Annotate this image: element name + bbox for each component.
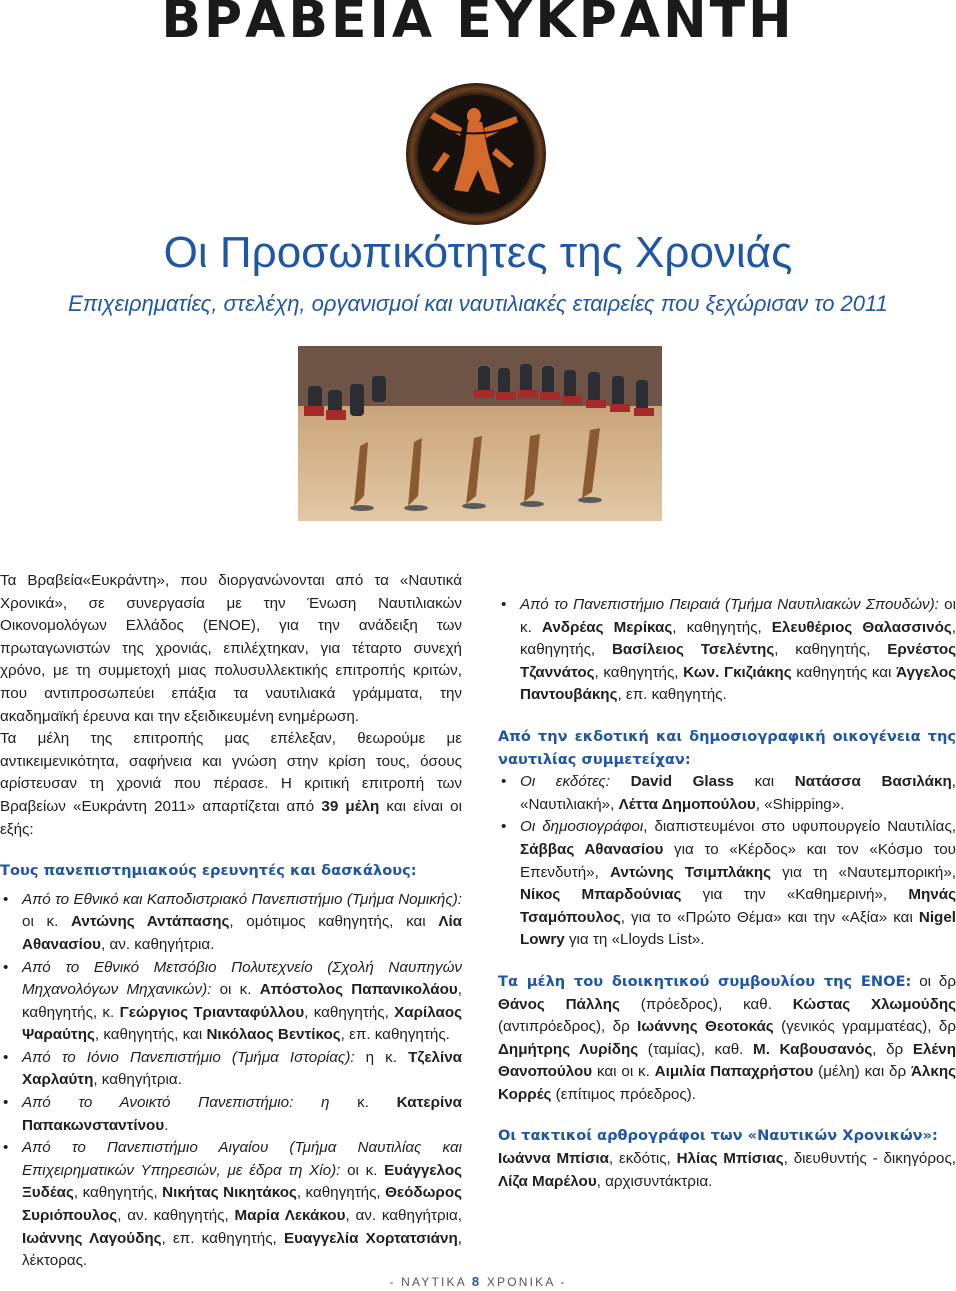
board-heading: Τα μέλη του διοικητικού συμβουλίου της ΕΝΟΕ: (498, 972, 912, 990)
list-item: • Από το Ανοικτό Πανεπιστήμιο: η κ. Κατερίνα Παπακωνσταντίνου. (22, 1092, 462, 1137)
intro-paragraph-2: Τα μέλη της επιτροπής μας επέλεξαν, θεωρούμε με αντικειμενικότητα, σαφήνεια και γνώση στην κρίση τους, όσους αρίστευσαν τη χρονιά που πέρασε. Η κριτική επιτροπή των Βραβείων «Ευκράντη 2011» απαρτίζεται από 39 μέλη και είναι οι εξής: (0, 730, 462, 838)
list-item: • Από το Εθνικό Μετσόβιο Πολυτεχνείο (Σχολή Ναυπηγών Μηχανολόγων Μηχανικών): οι κ. Απόστολος Παπανικολάου, καθηγητής, κ. Γεώργιος Τριανταφύλλου, καθηγητής, Χαρίλαος Ψαραύτης, καθηγητής, και Νικόλαος Βεντίκος, επ. καθηγητής. (22, 957, 462, 1047)
page-footer (0, 1274, 956, 1289)
academics-list-continued (498, 594, 956, 707)
press-heading: Από την εκδοτική και δημοσιογραφική οικογένεια της ναυτιλίας συμμετείχαν: (498, 727, 956, 768)
list-item: • Από το Πανεπιστήμιο Πειραιά (Τμήμα Ναυτιλιακών Σπουδών): οι κ. Ανδρέας Μερίκας, καθηγητής, Ελευθέριος Θαλασσινός, καθηγητής, Βασίλειος Τσελέντης, καθηγητής, Ερνέστος Τζαννάτος, καθηγητής, Κων. Γκιζιάκης καθηγητής και Άγγελος Παντουβάκης, επ. καθηγητής. (520, 594, 956, 707)
list-item: • Οι δημοσιογράφοι, διαπιστευμένοι στο υφυπουργείο Ναυτιλίας, Σάββας Αθανασίου για το «Κέρδος» και τον «Κόσμο του Επενδυτή», Αντώνης Τσιμπλάκης για τη «Ναυτεμπορική», Νίκος Μπαρδούνιας για την «Καθημερινή», Μηνάς Τσαμόπουλος, για το «Πρώτο Θέμα» και την «Αξία» και Nigel Lowry για τη «Lloyds List». (520, 816, 956, 952)
intro-paragraph-1: Τα Βραβεία«Ευκράντη», που διοργανώνονται από τα «Ναυτικά Χρονικά», σε συνεργασία με την Ένωση Ναυτιλιακών Οικονομολόγων Ελλάδος (ΕΝΟΕ), για την ανάδειξη των πρωταγωνιστών της χρονιάς, επιλέχτηκαν, για τέταρτο συνεχή χρόνο, με τη συμμετοχή μιας πολυσυλλεκτικής επιτροπής κριτών, που αντιπροσωπεύει επάξια τα ναυτιλιακά γράμματα, την ακαδημαϊκή έρευνα και την εξειδικευμένη ενημέρωση. (0, 572, 462, 725)
page-number: 8 (471, 1274, 482, 1289)
press-list (498, 771, 956, 952)
list-item: • Από το Πανεπιστήμιο Αιγαίου (Τμήμα Ναυτιλίας και Επιχειρηματικών Υπηρεσιών, με έδρα τη Χίο): οι κ. Ευάγγελος Ξυδέας, καθηγητής, Νικήτας Νικητάκος, καθηγητής, Θεόδωρος Συριόπουλος, αν. καθηγητής, Μαρία Λεκάκου, αν. καθηγήτρια, Ιωάννης Λαγούδης, επ. καθηγητής, Ευαγγελία Χορτατσιάνη, λέκτορας. (22, 1137, 462, 1273)
page-title: ΒΡΑΒΕΙΑ ΕΥΚΡΑΝΤΗ (161, 0, 795, 50)
right-column (498, 594, 956, 1193)
award-ceremony-photo (298, 346, 662, 521)
list-item: • Από το Εθνικό και Καποδιστριακό Πανεπιστήμιο (Τμήμα Νομικής): οι κ. Αντώνης Αντάπασης, ομότιμος καθηγητής, και Λία Αθανασίου, αν. καθηγήτρια. (22, 889, 462, 957)
academics-heading: Τους πανεπιστημιακούς ερευνητές και δασκάλους: (0, 862, 417, 880)
section-title: Οι Προσωπικότητες της Χρονιάς (163, 228, 793, 277)
footer-right: ΧΡΟΝΙΚΑ - (486, 1275, 567, 1289)
list-item: • Από το Ιόνιο Πανεπιστήμιο (Τμήμα Ιστορίας): η κ. Τζελίνα Χαρλαύτη, καθηγήτρια. (22, 1047, 462, 1092)
academics-list (0, 889, 462, 1273)
list-item: • Οι εκδότες: David Glass και Νατάσσα Βασιλάκη, «Ναυτιλιακή», Λέττα Δημοπούλου, «Shipping». (520, 771, 956, 816)
amphora-medal-image (404, 82, 548, 226)
footer-left: - ΝΑΥΤΙΚΑ (389, 1275, 467, 1289)
board-paragraph: Τα μέλη του διοικητικού συμβουλίου της ΕΝΟΕ: οι δρ Θάνος Πάλλης (πρόεδρος), καθ. Κώστας Χλωμούδης (αντιπρόεδρος), δρ Ιωάννης Θεοτοκάς (γενικός γραμματέας), δρ Δημήτρης Λυρίδης (ταμίας), καθ. Μ. Καβουσανός, δρ Ελένη Θανοπούλου και οι κ. Αιμιλία Παπαχρήστου (μέλη) και δρ Άλκης Κορρές (επίτιμος πρόεδρος). (498, 972, 956, 1103)
columnists-paragraph: Ιωάννα Μπίσια, εκδότις, Ηλίας Μπίσιας, διευθυντής - δικηγόρος, Λίζα Μαρέλου, αρχισυντάκτρια. (498, 1150, 956, 1190)
columnists-heading: Οι τακτικοί αρθρογράφοι των «Ναυτικών Χρονικών»: (498, 1127, 938, 1145)
left-column (0, 570, 462, 1273)
section-subtitle: Επιχειρηματίες, στελέχη, οργανισμοί και ναυτιλιακές εταιρείες που ξεχώρισαν το 2011 (68, 291, 888, 316)
